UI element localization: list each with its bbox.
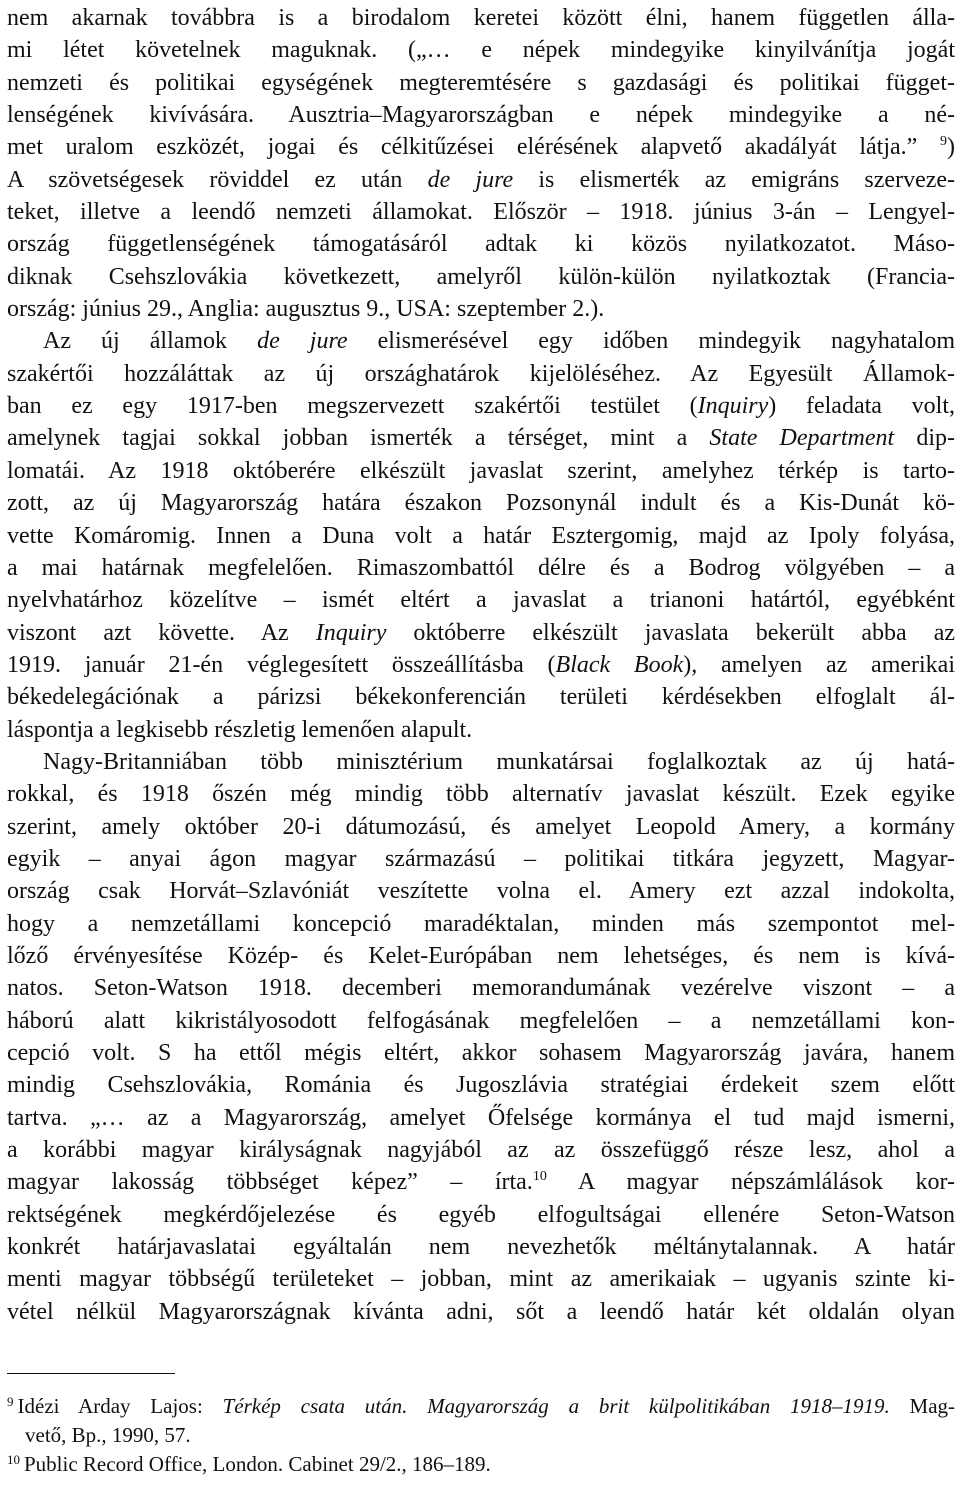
- footnotes: [7, 1392, 955, 1479]
- text-line: ország: június 29., Anglia: augusztus 9., USA: szeptember 2.).: [7, 296, 605, 323]
- text-line: [7, 164, 955, 196]
- text-line: [7, 422, 955, 454]
- text-segment: magyar lakosság többséget képez” – írta.: [7, 1169, 533, 1196]
- text-line: [7, 131, 955, 163]
- text-line: natos. Seton-Watson 1918. decemberi memorandumának vezérelve viszont – a: [7, 975, 955, 1002]
- text-line: láspontja a legkisebb részletig lemenően alapult.: [7, 716, 473, 743]
- italic-term: de jure: [427, 166, 514, 193]
- document-page: [7, 0, 955, 1328]
- text-segment: októberre elkészült javaslata bekerült abba az: [413, 619, 955, 646]
- text-line: [7, 325, 955, 357]
- text-line: békedelegációnak a párizsi békekonferencián területi kérdésekben elfoglalt ál-: [7, 684, 955, 711]
- text-line: tartva. „… az a Magyarország, amelyet Őfelsége kormánya el tud majd ismerni,: [7, 1104, 955, 1131]
- text-line: lőző érvényesítése Közép- és Kelet-Európában nem lehetséges, és nem is kívá-: [7, 942, 955, 969]
- text-segment: A magyar népszámlálások kor-: [578, 1169, 956, 1196]
- footnote-ref-10[interactable]: 10: [532, 1169, 547, 1185]
- text-segment: A szövetségesek röviddel ez után: [7, 166, 403, 193]
- italic-term: Inquiry: [697, 393, 769, 420]
- text-line: lomatái. Az 1918 októberére elkészült javaslat szerint, amelyhez térkép is tarto-: [7, 457, 955, 484]
- text-line: rektségének megkérdőjelezése és egyéb elfogultságai ellenére Seton-Watson: [7, 1201, 955, 1228]
- footnote-ref-9[interactable]: 9: [940, 134, 947, 150]
- italic-term: Inquiry: [315, 619, 387, 646]
- text-line: a mai határnak megfelelően. Rimaszombattól délre és a Bodrog völgyében – a: [7, 554, 955, 581]
- text-segment: ban ez egy 1917-ben megszervezett szakértői testület (: [7, 393, 698, 420]
- text-line: [7, 390, 955, 422]
- text-line: nem akarnak továbbra is a birodalom keretei között élni, hanem független álla-: [7, 5, 955, 31]
- text-line: ország függetlenségének támogatásáról adtak ki közös nyilatkozatot. Máso-: [7, 231, 955, 258]
- text-segment: is elismerték az emigráns szerveze-: [538, 166, 956, 193]
- text-line: vette Komáromig. Innen a Duna volt a határ Esztergomig, majd az Ipoly folyása,: [7, 522, 955, 549]
- footnote-9-continuation: vető, Bp., 1990, 57.: [25, 1423, 191, 1447]
- text-segment: dip-: [916, 425, 956, 452]
- text-line: [7, 1166, 955, 1198]
- text-segment: amelynek tagjai sokkal jobban ismerték a térséget, mint a: [7, 425, 688, 452]
- text-segment: Idézi Arday Lajos:: [17, 1394, 203, 1418]
- footnote-9: [7, 1392, 955, 1421]
- paragraph-3: [7, 746, 955, 1328]
- text-line: szerint, amely október 20-i dátumozású, és amelyet Leopold Amery, a kormány: [7, 813, 955, 840]
- paragraph-2: [7, 325, 955, 745]
- text-line: lenségének kivívására. Ausztria–Magyarországban e népek mindegyike a né-: [7, 102, 955, 129]
- text-line: teket, illetve a leendő nemzeti államokat. Először – 1918. június 3-án – Lengyel-: [7, 199, 955, 226]
- text-line: nemzeti és politikai egységének megteremtésére s gazdasági és politikai függet-: [7, 69, 955, 96]
- footnote-number: 10: [7, 1452, 20, 1467]
- footnote-10: [7, 1450, 955, 1479]
- text-line: [7, 617, 955, 649]
- text-line: [7, 649, 955, 681]
- text-segment: met uralom eszközét, jogai és célkitűzései elérésének alapvető akadályát látja.”: [7, 134, 918, 161]
- text-segment: Public Record Office, London. Cabinet 29/2., 186–189.: [24, 1452, 491, 1476]
- text-segment: Az új államok: [43, 328, 228, 355]
- text-line: mindig Csehszlovákia, Románia és Jugoszlávia stratégiai érdekeit szem előtt: [7, 1072, 955, 1099]
- text-segment: ) feladata volt,: [768, 393, 956, 420]
- text-line: cepció volt. S ha ettől mégis eltért, akkor sohasem Magyarország javára, hanem: [7, 1040, 955, 1066]
- text-line: nyelvhatárhoz közelítve – ismét eltért a javaslat a trianoni határtól, egyébként: [7, 587, 955, 614]
- text-segment: ): [947, 134, 955, 161]
- text-line: mi létet követelnek maguknak. („… e népek mindegyike kinyilvánítja jogát: [7, 37, 955, 64]
- text-segment: elismerésével egy időben mindegyik nagyhatalom: [377, 328, 956, 355]
- text-line: hogy a nemzetállami koncepció maradéktalan, minden más szempontot mel-: [7, 910, 955, 937]
- text-line: szakértői hozzáláttak az új országhatárok kijelöléséhez. Az Egyesült Államok-: [7, 360, 955, 387]
- italic-term: Térkép csata után. Magyarország a brit külpolitikában 1918–1919.: [222, 1394, 890, 1418]
- text-segment: ), amelyen az amerikai: [683, 651, 955, 678]
- text-line: háború alatt kikristályosodott felfogásának megfelelően – a nemzetállami kon-: [7, 1007, 955, 1034]
- italic-term: State Department: [709, 425, 895, 452]
- italic-term: de jure: [257, 328, 348, 355]
- text-line: Nagy-Britanniában több minisztérium munkatársai foglalkoztak az új hatá-: [43, 748, 955, 775]
- text-line: vétel nélkül Magyarországnak kívánta adni, sőt a leendő határ két oldalán olyan: [7, 1298, 955, 1325]
- text-line: rokkal, és 1918 őszén még mindig több alternatív javaslat készült. Ezek egyike: [7, 781, 955, 808]
- footnote-divider: [7, 1373, 175, 1374]
- text-segment: Mag-: [909, 1394, 956, 1418]
- italic-term: Black Book: [555, 651, 684, 678]
- text-line: zott, az új Magyarország határa északon Pozsonynál indult és a Kis-Dunát kö-: [7, 490, 955, 517]
- text-line: konkrét határjavaslatai egyáltalán nem nevezhetők méltánytalannak. A határ: [7, 1234, 955, 1261]
- text-line: menti magyar többségű területeket – jobban, mint az amerikaiak – ugyanis szinte ki-: [7, 1266, 955, 1293]
- text-line: a korábbi magyar királyságnak nagyjából az az összefüggő része lesz, ahol a: [7, 1137, 955, 1164]
- text-line: egyik – anyai ágon magyar származású – politikai titkára jegyzett, Magyar-: [7, 845, 955, 872]
- text-segment: viszont azt követte. Az: [7, 619, 289, 646]
- text-segment: 1919. január 21-én véglegesített összeállításba (: [7, 651, 556, 678]
- text-line: ország csak Horvát–Szlavóniát veszítette volna el. Amery ezt azzal indokolta,: [7, 878, 955, 905]
- footnote-number: 9: [7, 1394, 14, 1409]
- text-line: diknak Csehszlovákia következett, amelyről külön-külön nyilatkoztak (Francia-: [7, 263, 955, 290]
- paragraph-1: [7, 2, 955, 325]
